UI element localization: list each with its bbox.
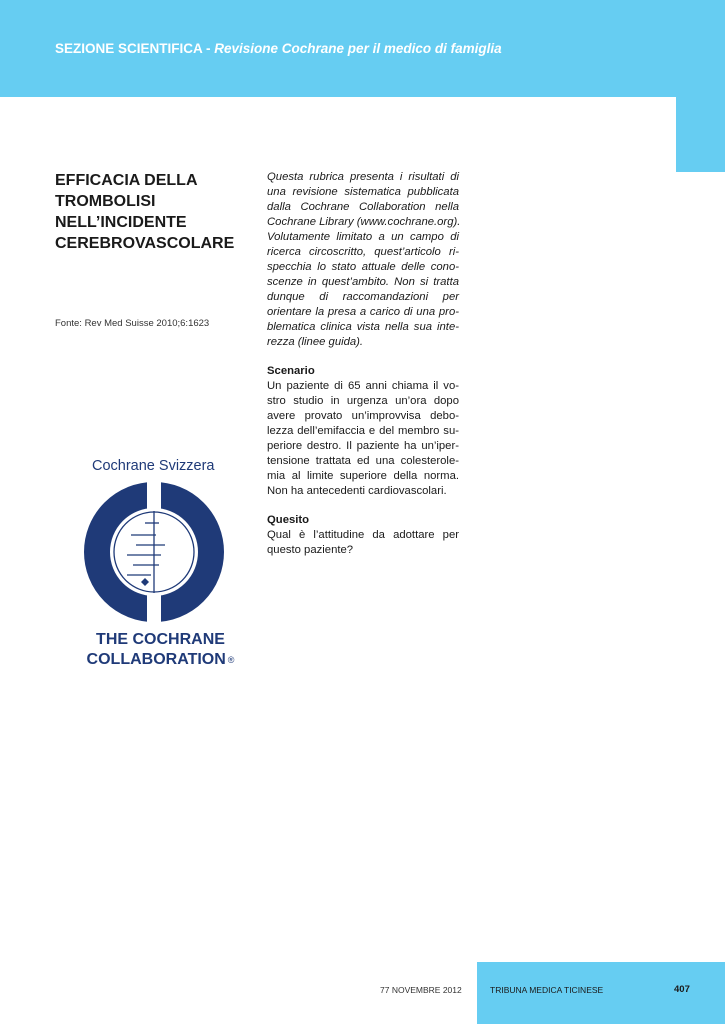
intro-line: ricerca circoscritto, quest’articolo ri- — [267, 246, 459, 258]
intro-line: orientare la presa a carico di una pro- — [267, 306, 459, 318]
scenario-section — [267, 364, 459, 499]
intro-line: rezza (linee guida). — [267, 336, 364, 348]
scenario-line: mia al limite superiore della norma. — [267, 470, 459, 482]
title-line: NELL’INCIDENTE — [55, 214, 187, 231]
article-source: Fonte: Rev Med Suisse 2010;6:1623 — [55, 318, 210, 329]
logo-name-line2: COLLABORATION — [86, 651, 226, 668]
intro-line: una revisione sistematica pubblicata — [267, 186, 459, 198]
header-tab — [676, 97, 725, 172]
intro-line: Questa rubrica presenta i risultati di — [267, 171, 459, 183]
scenario-line: Un paziente di 65 anni chiama il vo- — [267, 380, 459, 392]
title-line: EFFICACIA DELLA — [55, 172, 198, 189]
intro-line: Volutamente limitato a un campo di — [267, 231, 459, 243]
scenario-line: avere provato un’improvvisa debo- — [267, 410, 459, 422]
title-line: TROMBOLISI — [55, 193, 156, 210]
scenario-line: periore destro. Il paziente ha un’iper- — [267, 440, 459, 452]
quesito-heading: Quesito — [267, 514, 310, 526]
intro-line: dunque di raccomandazioni per — [267, 291, 459, 303]
title-line: CEREBROVASCOLARE — [55, 235, 235, 252]
intro-line: Cochrane Library (www.cochrane.org). — [267, 216, 461, 228]
section-separator: - — [202, 41, 215, 56]
quesito-line: questo paziente? — [267, 544, 354, 556]
issue-date: 77 NOVEMBRE 2012 — [380, 985, 462, 995]
registered-mark: ® — [227, 655, 235, 665]
scenario-line: Non ha antecedenti cardiovascolari. — [267, 485, 447, 497]
section-header — [55, 41, 502, 56]
logo-caption: Cochrane Svizzera — [92, 458, 215, 474]
intro-line: blematica clinica vista nella sua inte- — [267, 321, 459, 333]
logo-name-line1: THE COCHRANE — [96, 631, 225, 648]
intro-line: specchia lo stato attuale delle cono- — [267, 261, 459, 273]
logo-name — [78, 630, 243, 670]
scenario-line: lezza dell’emifaccia e del membro su- — [267, 425, 459, 437]
scenario-heading: Scenario — [267, 365, 315, 377]
quesito-section — [267, 513, 459, 558]
page-number: 407 — [674, 984, 690, 995]
quesito-line: Qual è l’attitudine da adottare per — [267, 529, 459, 541]
intro-line: dalla Cochrane Collaboration nella — [267, 201, 459, 213]
intro-paragraph — [267, 170, 459, 350]
scenario-line: tensione trattata ed una colesterole- — [267, 455, 459, 467]
section-label: SEZIONE SCIENTIFICA — [55, 41, 203, 56]
article-body — [267, 170, 459, 572]
intro-line: scenze in quest’ambito. Non si tratta — [267, 276, 459, 288]
journal-name: TRIBUNA MEDICA TICINESE — [490, 985, 604, 995]
article-title — [55, 170, 245, 254]
cochrane-logo — [78, 455, 243, 670]
scenario-line: stro studio in urgenza un’ora dopo — [267, 395, 459, 407]
cochrane-emblem-icon — [81, 479, 227, 625]
section-subtitle: Revisione Cochrane per il medico di famiglia — [214, 41, 502, 56]
